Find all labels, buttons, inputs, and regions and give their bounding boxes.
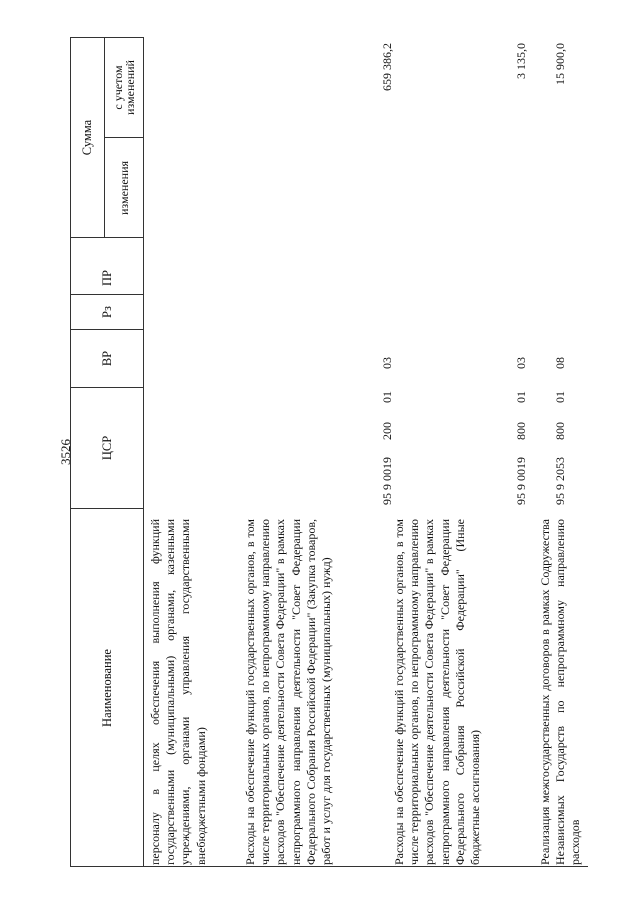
header-pr: ПР	[70, 238, 143, 295]
row-pr: 03	[514, 357, 528, 369]
row-total: 659 386,2	[380, 43, 394, 91]
row-name: персоналу в целях обеспечения выполнения функций государственными (муниципальными) органами, казенными учреждениями, органами управления государственными внебюджетными фондами)	[148, 519, 208, 865]
row-csr: 95 9 0019	[380, 457, 394, 505]
row-vr: 800	[514, 422, 528, 440]
table-left-border	[70, 866, 588, 867]
row-csr: 95 9 0019	[514, 457, 528, 505]
row-pr: 08	[553, 357, 567, 369]
row-name: Реализация межгосударственных договоров в рамках Содружества Независимых Государств по непрограммному направлению расходов	[538, 519, 583, 865]
header-vr: ВР	[70, 330, 143, 388]
row-vr: 200	[380, 422, 394, 440]
header-with-changes: с учетом изменений	[110, 60, 137, 115]
row-name: Расходы на обеспечение функций государственных органов, в том числе территориальных органов, по непрограммному направлению расходов "Обеспечение деятельности Совета Федерации" в рамках непрограммного направления деятельности "Совет Федерации Федерального Собрания Российской Федерации" (Иные бюджетные ассигнования)	[392, 519, 483, 865]
header-name: Наименование	[99, 649, 114, 727]
row-vr: 800	[553, 422, 567, 440]
page-number: 3526	[58, 439, 73, 465]
header-csr: ЦСР	[70, 388, 143, 509]
row-csr: 95 9 2053	[553, 457, 567, 505]
row-rz: 01	[553, 391, 567, 403]
header-sum: Сумма	[79, 119, 94, 156]
row-rz: 01	[380, 391, 394, 403]
row-pr: 03	[380, 357, 394, 369]
budget-table	[70, 37, 588, 867]
row-total: 15 900,0	[553, 43, 567, 85]
header-bottom-border	[143, 37, 144, 867]
row-total: 3 135,0	[514, 43, 528, 79]
row-name: Расходы на обеспечение функций государственных органов, в том числе территориальных органов, по непрограммному направлению расходов "Обеспечение деятельности Совета Федерации" в рамках непрограммного направления деятельности "Совет Федерации Федерального Собрания Российской Федерации" (Закупка товаров, работ и услуг для государственных (муниципальных) нужд)	[243, 519, 334, 865]
row-rz: 01	[514, 391, 528, 403]
header-change: изменения	[116, 160, 131, 216]
header-rz: Рз	[70, 295, 143, 330]
